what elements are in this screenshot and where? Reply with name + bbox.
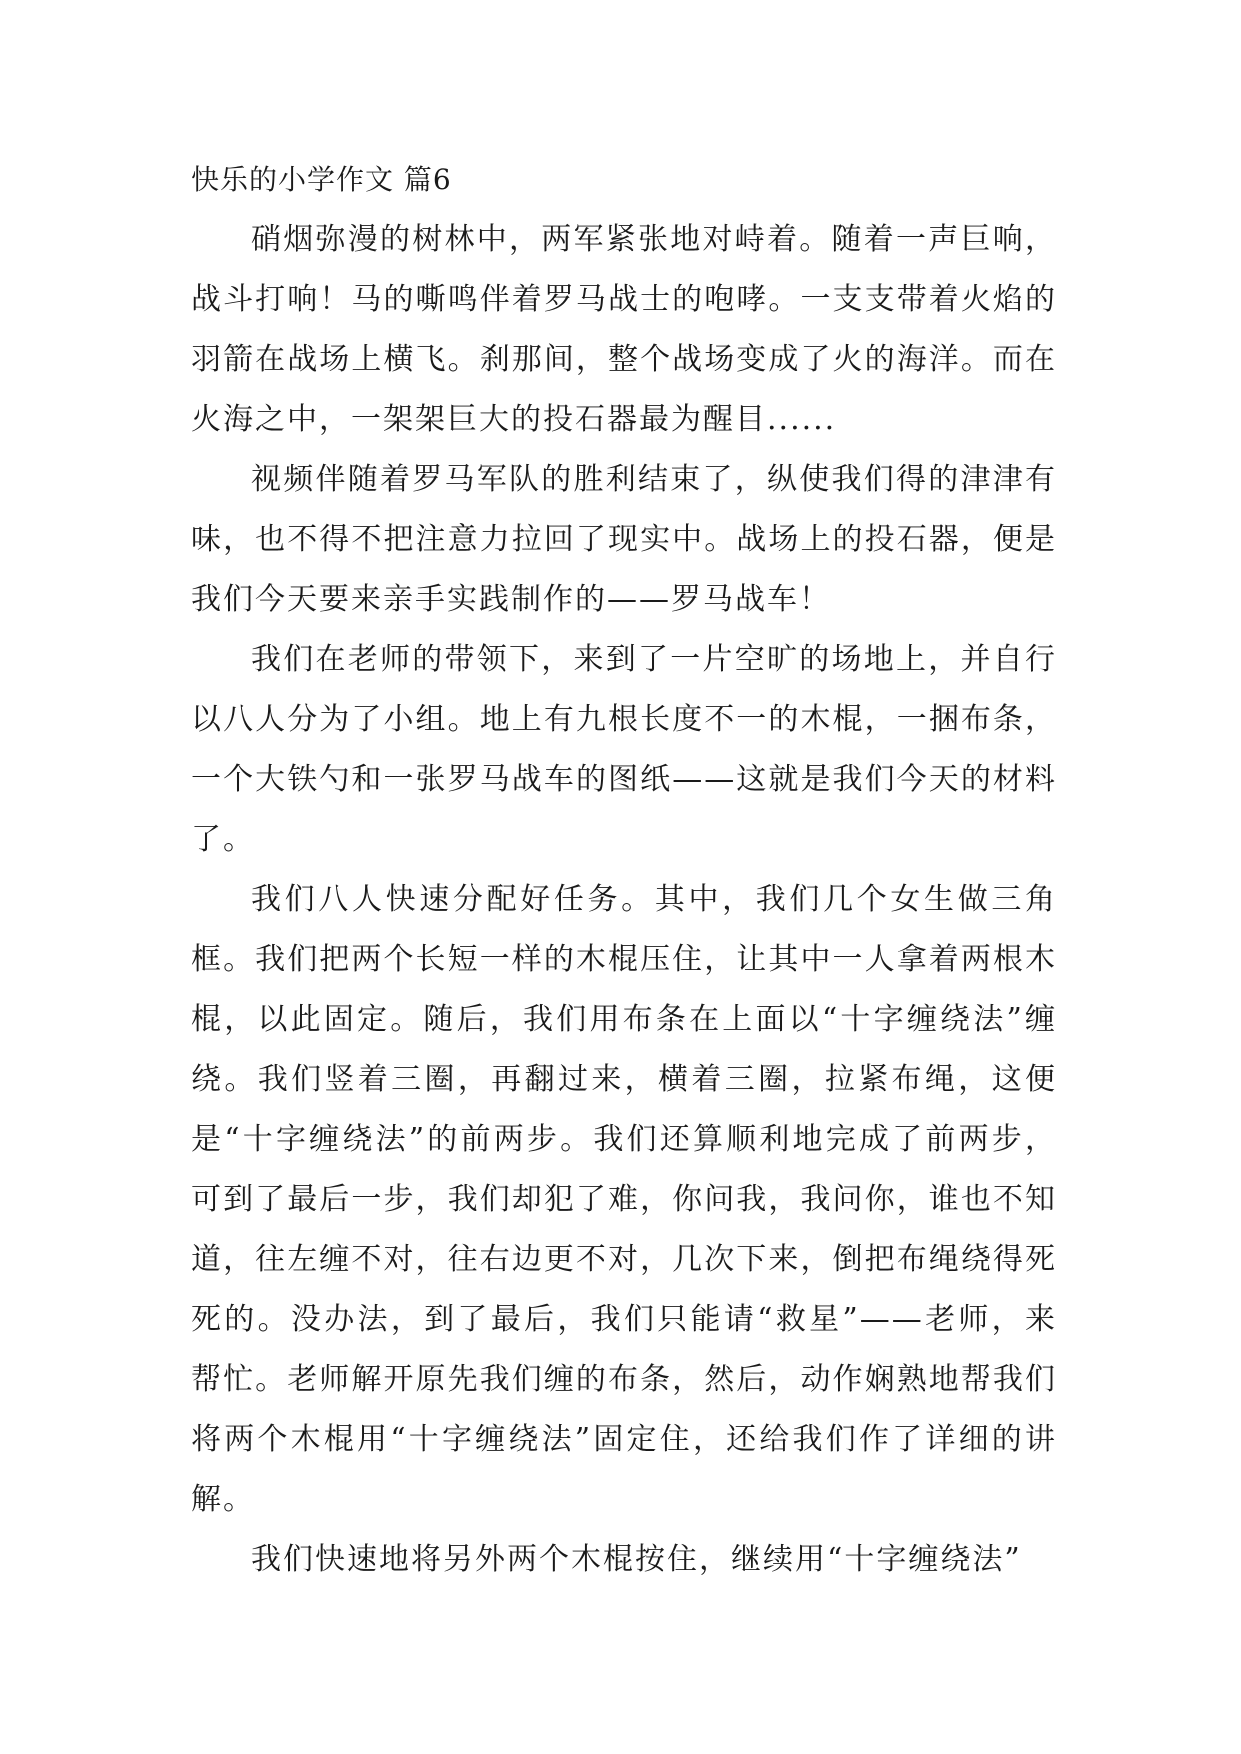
document-title: 快乐的小学作文 篇6 <box>191 163 452 196</box>
paragraph: 我们在老师的带领下，来到了一片空旷的场地上，并自行以八人分为了小组。地上有九根长度不一的木棍，一捆布条，一个大铁勺和一张罗马战车的图纸——这就是我们今天的材料了。 <box>191 642 1057 857</box>
paragraph: 硝烟弥漫的树林中，两军紧张地对峙着。随着一声巨响，战斗打响！马的嘶鸣伴着罗马战士的咆哮。一支支带着火焰的羽箭在战场上横飞。刹那间，整个战场变成了火的海洋。而在火海之中，一架架巨大的投石器最为醒目...... <box>191 222 1057 437</box>
paragraph: 我们八人快速分配好任务。其中，我们几个女生做三角框。我们把两个长短一样的木棍压住，让其中一人拿着两根木棍，以此固定。随后，我们用布条在上面以“十字缠绕法”缠绕。我们竖着三圈，再翻过来，横着三圈，拉紧布绳，这便是“十字缠绕法”的前两步。我们还算顺利地完成了前两步，可到了最后一步，我们却犯了难，你问我，我问你，谁也不知道，往左缠不对，往右边更不对，几次下来，倒把布绳绕得死死的。没办法，到了最后，我们只能请“救星”——老师，来帮忙。老师解开原先我们缠的布条，然后，动作娴熟地帮我们将两个木棍用“十字缠绕法”固定住，还给我们作了详细的讲解。 <box>191 882 1057 1517</box>
paragraph: 我们快速地将另外两个木棍按住，继续用“十字缠绕法” <box>251 1542 1022 1577</box>
document-page <box>191 150 1057 1590</box>
paragraph: 视频伴随着罗马军队的胜利结束了，纵使我们得的津津有味，也不得不把注意力拉回了现实中。战场上的投石器，便是我们今天要来亲手实践制作的——罗马战车！ <box>191 462 1057 617</box>
